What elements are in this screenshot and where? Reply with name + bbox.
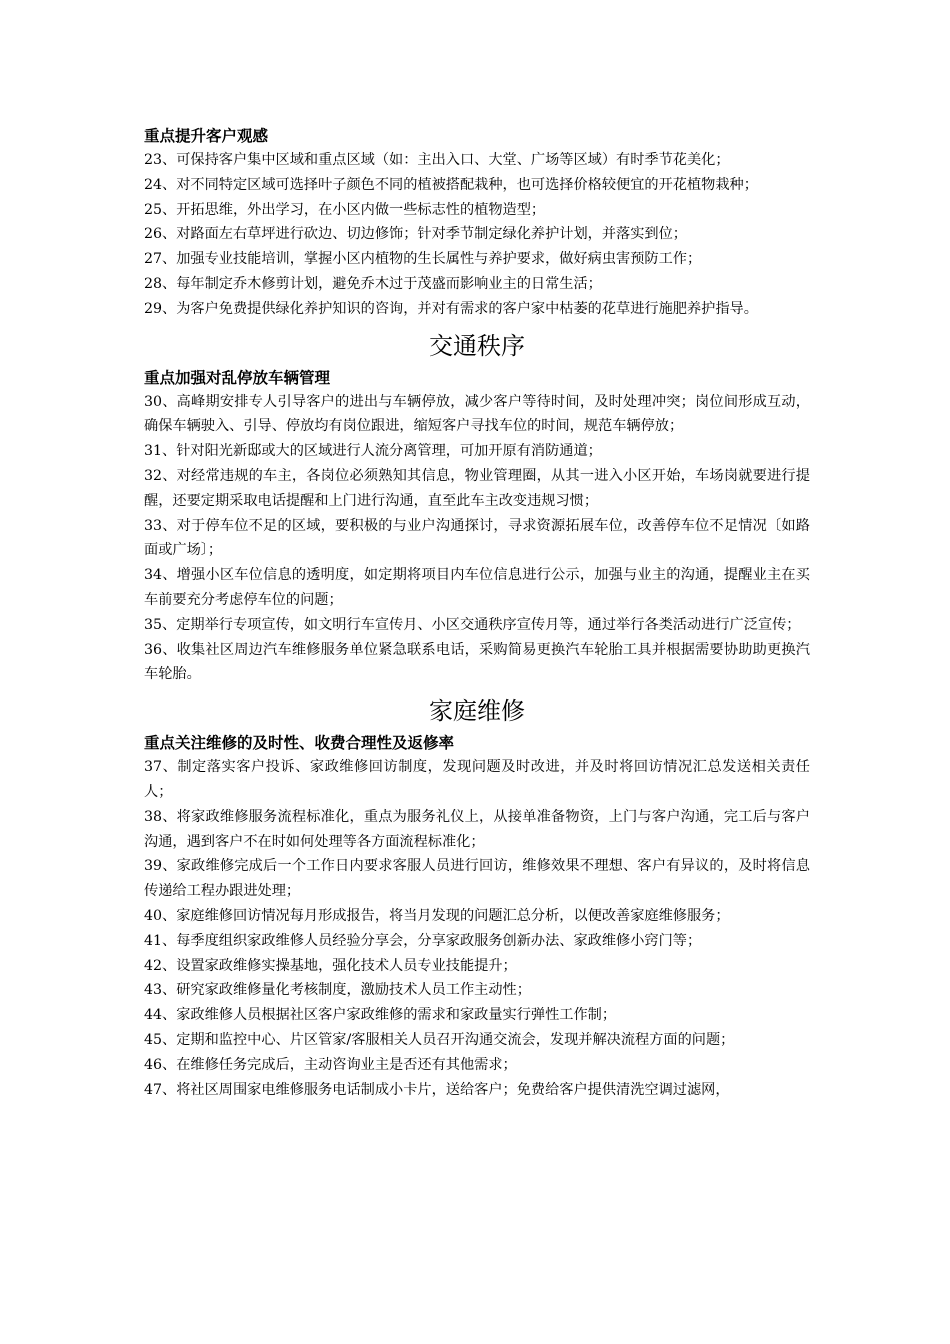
list-item: 34、增强小区车位信息的透明度，如定期将项目内车位信息进行公示，加强与业主的沟通，提醒业主在买车前要充分考虑停车位的问题； — [144, 567, 810, 608]
list-item: 46、在维修任务完成后，主动咨询业主是否还有其他需求； — [144, 1056, 517, 1073]
list-item: 27、加强专业技能培训，掌握小区内植物的生长属性与养护要求，做好病虫害预防工作； — [144, 251, 702, 268]
list-item: 37、制定落实客户投诉、家政维修回访制度，发现问题及时改进，并及时将回访情况汇总发送相关责任人； — [144, 759, 810, 800]
document-page — [144, 124, 810, 1102]
list-item: 38、将家政维修服务流程标准化，重点为服务礼仪上，从接单准备物资，上门与客户沟通，完工后与客户沟通，遇到客户不在时如何处理等各方面流程标准化； — [144, 808, 810, 850]
section-traffic — [144, 329, 810, 688]
list-item: 40、家庭维修回访情况每月形成报告，将当月发现的问题汇总分析，以便改善家庭维修服务； — [144, 907, 730, 924]
list-item: 32、对经常违规的车主，各岗位必须熟知其信息，物业管理圈，从其一进入小区开始，车场岗就要进行提醒，还要定期采取电话提醒和上门进行沟通，直至此车主改变违规习惯； — [144, 467, 810, 509]
section-subtitle: 重点加强对乱停放车辆管理 — [144, 368, 331, 387]
list-item: 31、针对阳光新邸或大的区域进行人流分离管理，可加开原有消防通道； — [144, 443, 602, 460]
section-subtitle: 重点提升客户观感 — [144, 127, 269, 145]
list-item: 26、对路面左右草坪进行砍边、切边修饰；针对季节制定绿化养护计划，并落实到位； — [144, 226, 687, 243]
list-item: 36、收集社区周边汽车维修服务单位紧急联系电话，采购简易更换汽车轮胎工具并根据需要协助助更换汽车轮胎。 — [144, 641, 810, 683]
list-item: 28、每年制定乔木修剪计划，避免乔木过于茂盛而影响业主的日常生活； — [144, 275, 602, 292]
section-title: 家庭维修 — [429, 697, 525, 726]
list-item: 44、家政维修人员根据社区客户家政维修的需求和家政量实行弹性工作制； — [144, 1007, 617, 1024]
list-item: 39、家政维修完成后一个工作日内要求客服人员进行回访，维修效果不理想、客户有异议的，及时将信息传递给工程办跟进处理； — [144, 858, 810, 900]
section-title: 交通秩序 — [429, 331, 525, 360]
list-item: 45、定期和监控中心、片区管家/客服相关人员召开沟通交流会，发现并解决流程方面的问题； — [144, 1031, 735, 1048]
list-item: 30、高峰期安排专人引导客户的进出与车辆停放，减少客户等待时间，及时处理冲突；岗位间形成互动，确保车辆驶入、引导、停放均有岗位跟进，缩短客户寻找车位的时间，规范车辆停放； — [144, 393, 810, 435]
section-greening — [144, 124, 810, 322]
list-item: 29、为客户免费提供绿化养护知识的咨询，并对有需求的客户家中枯萎的花草进行施肥养护指导。 — [144, 300, 758, 317]
list-item: 23、可保持客户集中区域和重点区域（如：主出入口、大堂、广场等区域）有时季节花美化； — [144, 152, 730, 168]
list-item: 35、定期举行专项宣传，如文明行车宣传月、小区交通秩序宣传月等，通过举行各类活动进行广泛宣传； — [144, 616, 801, 633]
list-item: 41、每季度组织家政维修人员经验分享会，分享家政服务创新办法、家政维修小窍门等； — [144, 932, 702, 949]
list-item: 24、对不同特定区域可选择叶子颜色不同的植被搭配栽种，也可选择价格较便宜的开花植物栽种； — [144, 176, 758, 193]
list-item: 42、设置家政维修实操基地，强化技术人员专业技能提升； — [144, 957, 517, 974]
section-home-repair — [144, 694, 810, 1102]
list-item: 25、开拓思维，外出学习，在小区内做一些标志性的植物造型； — [144, 201, 546, 218]
list-item: 47、将社区周围家电维修服务电话制成小卡片，送给客户；免费给客户提供清洗空调过滤网， — [144, 1081, 730, 1098]
list-item: 43、研究家政维修量化考核制度，激励技术人员工作主动性； — [144, 982, 531, 999]
list-item: 33、对于停车位不足的区域，要积极的与业户沟通探讨，寻求资源拓展车位，改善停车位不足情况〔如路面或广场〕； — [144, 517, 810, 559]
section-subtitle: 重点关注维修的及时性、收费合理性及返修率 — [144, 734, 455, 753]
